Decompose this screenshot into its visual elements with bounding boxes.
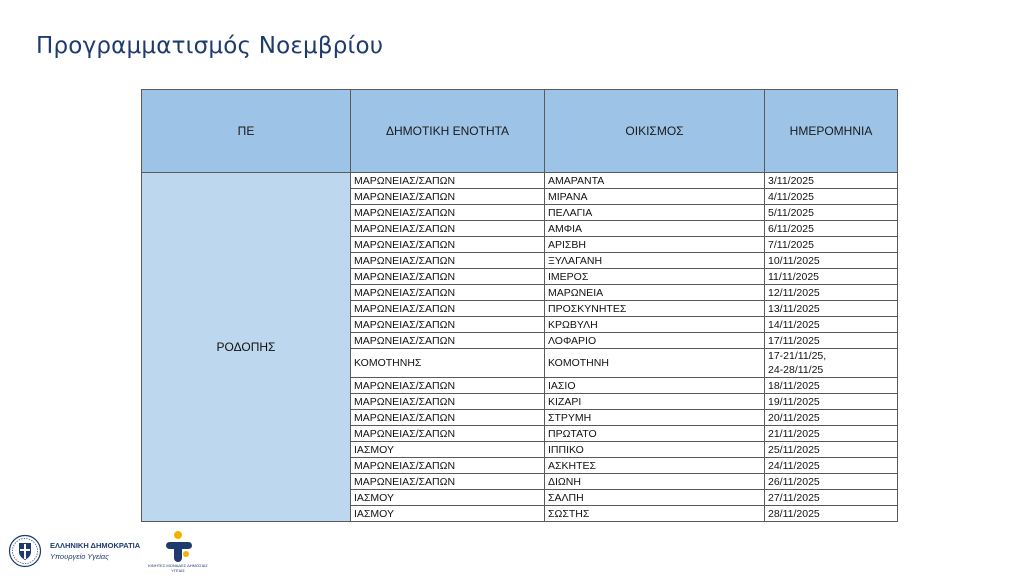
cell-date-line-1: 17-21/11/25,	[768, 350, 827, 362]
cell-date: 19/11/2025	[765, 394, 898, 410]
footer-org-name: ΕΛΛΗΝΙΚΗ ΔΗΜΟΚΡΑΤΙΑ	[50, 541, 141, 550]
cell-settlement: ΙΑΣΙΟ	[545, 378, 765, 394]
cell-date: 28/11/2025	[765, 506, 898, 522]
cell-municipal-unit: ΜΑΡΩΝΕΙΑΣ/ΣΑΠΩΝ	[351, 333, 545, 349]
cell-municipal-unit: ΜΑΡΩΝΕΙΑΣ/ΣΑΠΩΝ	[351, 285, 545, 301]
cell-settlement: ΠΡΩΤΑΤΟ	[545, 426, 765, 442]
region-cell: ΡΟΔΟΠΗΣ	[142, 173, 351, 522]
table-body	[142, 173, 898, 522]
cell-municipal-unit: ΜΑΡΩΝΕΙΑΣ/ΣΑΠΩΝ	[351, 301, 545, 317]
cell-settlement: ΚΟΜΟΤΗΝΗ	[545, 349, 765, 378]
cell-settlement: ΙΜΕΡΟΣ	[545, 269, 765, 285]
cell-date: 24/11/2025	[765, 458, 898, 474]
cell-municipal-unit: ΚΟΜΟΤΗΝΗΣ	[351, 349, 545, 378]
cell-date: 12/11/2025	[765, 285, 898, 301]
cell-date: 25/11/2025	[765, 442, 898, 458]
cell-date: 11/11/2025	[765, 269, 898, 285]
cell-date: 14/11/2025	[765, 317, 898, 333]
cell-date: 20/11/2025	[765, 410, 898, 426]
cell-municipal-unit: ΜΑΡΩΝΕΙΑΣ/ΣΑΠΩΝ	[351, 205, 545, 221]
cell-settlement: ΞΥΛΑΓΑΝΗ	[545, 253, 765, 269]
cell-municipal-unit: ΜΑΡΩΝΕΙΑΣ/ΣΑΠΩΝ	[351, 426, 545, 442]
cell-municipal-unit: ΜΑΡΩΝΕΙΑΣ/ΣΑΠΩΝ	[351, 221, 545, 237]
cell-municipal-unit: ΜΑΡΩΝΕΙΑΣ/ΣΑΠΩΝ	[351, 378, 545, 394]
table-header-row	[142, 90, 898, 173]
cell-settlement: ΠΡΟΣΚΥΝΗΤΕΣ	[545, 301, 765, 317]
cell-date: 10/11/2025	[765, 253, 898, 269]
cell-settlement: ΛΟΦΑΡΙΟ	[545, 333, 765, 349]
logo-caption: ΚΙΝΗΤΕΣ ΜΟΝΑΔΕΣ ΔΗΜΟΣΙΑΣ ΥΓΕΙΑΣ	[148, 563, 208, 573]
cell-municipal-unit: ΜΑΡΩΝΕΙΑΣ/ΣΑΠΩΝ	[351, 317, 545, 333]
cell-settlement: ΜΙΡΑΝΑ	[545, 189, 765, 205]
cell-settlement: ΚΡΩΒΥΛΗ	[545, 317, 765, 333]
cell-municipal-unit: ΜΑΡΩΝΕΙΑΣ/ΣΑΠΩΝ	[351, 173, 545, 189]
cell-date: 6/11/2025	[765, 221, 898, 237]
cell-municipal-unit: ΜΑΡΩΝΕΙΑΣ/ΣΑΠΩΝ	[351, 269, 545, 285]
header-date: ΗΜΕΡΟΜΗΝΙΑ	[765, 90, 898, 173]
cell-date-line-2: 24-28/11/25	[768, 364, 824, 376]
cell-settlement: ΑΡΙΣΒΗ	[545, 237, 765, 253]
cell-settlement: ΣΩΣΤΗΣ	[545, 506, 765, 522]
cell-date: 17/11/2025	[765, 333, 898, 349]
cell-date	[765, 349, 898, 378]
cell-date: 18/11/2025	[765, 378, 898, 394]
cell-date: 27/11/2025	[765, 490, 898, 506]
cell-date: 7/11/2025	[765, 237, 898, 253]
cell-settlement: ΑΜΦΙΑ	[545, 221, 765, 237]
cell-municipal-unit: ΜΑΡΩΝΕΙΑΣ/ΣΑΠΩΝ	[351, 189, 545, 205]
cell-date: 4/11/2025	[765, 189, 898, 205]
cell-settlement: ΠΕΛΑΓΙΑ	[545, 205, 765, 221]
cell-municipal-unit: ΙΑΣΜΟΥ	[351, 506, 545, 522]
header-municipal-unit: ΔΗΜΟΤΙΚΗ ΕΝΟΤΗΤΑ	[351, 90, 545, 173]
greek-emblem-icon	[8, 534, 42, 568]
cell-municipal-unit: ΙΑΣΜΟΥ	[351, 490, 545, 506]
cell-municipal-unit: ΜΑΡΩΝΕΙΑΣ/ΣΑΠΩΝ	[351, 394, 545, 410]
cell-settlement: ΑΜΑΡΑΝΤΑ	[545, 173, 765, 189]
cell-date: 26/11/2025	[765, 474, 898, 490]
cell-municipal-unit: ΙΑΣΜΟΥ	[351, 442, 545, 458]
cell-settlement: ΣΑΛΠΗ	[545, 490, 765, 506]
page-title: Προγραμματισμός Νοεμβρίου	[36, 33, 384, 59]
cell-municipal-unit: ΜΑΡΩΝΕΙΑΣ/ΣΑΠΩΝ	[351, 237, 545, 253]
cell-date: 5/11/2025	[765, 205, 898, 221]
cell-settlement: ΚΙΖΑΡΙ	[545, 394, 765, 410]
cell-date: 13/11/2025	[765, 301, 898, 317]
cell-municipal-unit: ΜΑΡΩΝΕΙΑΣ/ΣΑΠΩΝ	[351, 253, 545, 269]
header-region: ΠΕ	[142, 90, 351, 173]
footer-ministry: Υπουργείο Υγείας	[50, 552, 109, 561]
cell-settlement: ΑΣΚΗΤΕΣ	[545, 458, 765, 474]
cell-date: 3/11/2025	[765, 173, 898, 189]
cell-municipal-unit: ΜΑΡΩΝΕΙΑΣ/ΣΑΠΩΝ	[351, 458, 545, 474]
cell-settlement: ΙΠΠΙΚΟ	[545, 442, 765, 458]
header-settlement: ΟΙΚΙΣΜΟΣ	[545, 90, 765, 173]
schedule-table	[141, 89, 898, 522]
cell-settlement: ΣΤΡΥΜΗ	[545, 410, 765, 426]
cell-date: 21/11/2025	[765, 426, 898, 442]
cell-municipal-unit: ΜΑΡΩΝΕΙΑΣ/ΣΑΠΩΝ	[351, 474, 545, 490]
cell-settlement: ΔΙΩΝΗ	[545, 474, 765, 490]
cell-municipal-unit: ΜΑΡΩΝΕΙΑΣ/ΣΑΠΩΝ	[351, 410, 545, 426]
footer-org-text	[50, 540, 160, 562]
cell-settlement: ΜΑΡΩΝΕΙΑ	[545, 285, 765, 301]
table-row	[142, 173, 898, 189]
